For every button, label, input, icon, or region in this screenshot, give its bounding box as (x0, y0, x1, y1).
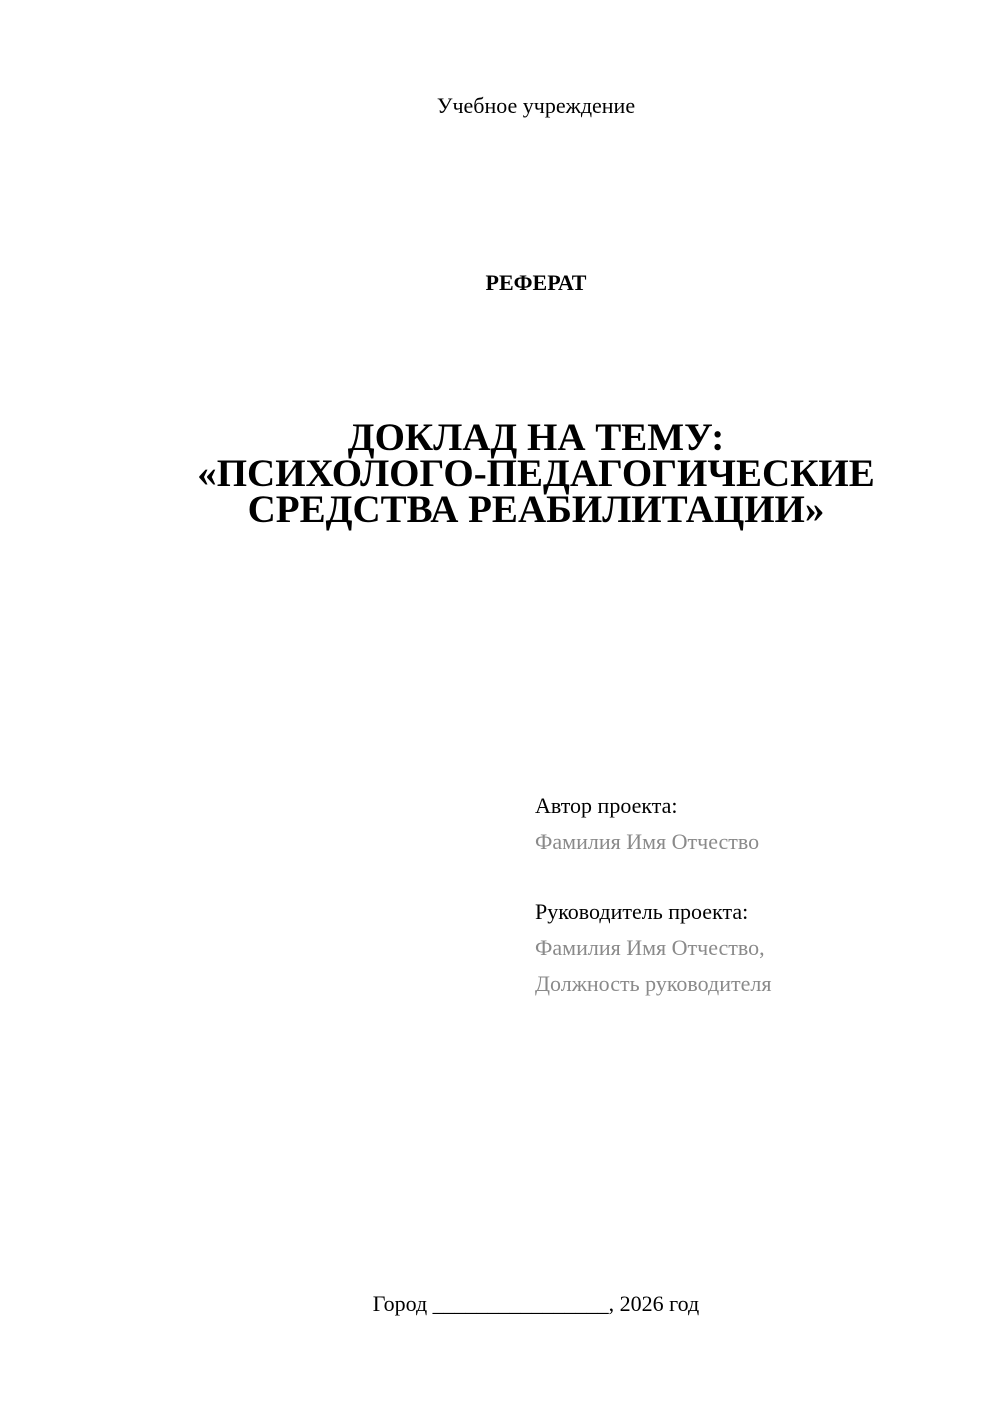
author-name: Фамилия Имя Отчество (535, 829, 760, 854)
info-spacer (535, 860, 771, 894)
topic-line-3: СРЕДСТВА РЕАБИЛИТАЦИИ» (247, 488, 825, 531)
institution-name: Учебное учреждение (436, 93, 636, 118)
project-info (535, 788, 771, 1002)
supervisor-label: Руководитель проекта: (535, 899, 749, 924)
supervisor-name: Фамилия Имя Отчество, (535, 935, 765, 960)
author-label: Автор проекта: (535, 793, 678, 818)
document-type: РЕФЕРАТ (485, 270, 587, 295)
report-topic (0, 416, 1000, 531)
topic-line-2: «ПСИХОЛОГО-ПЕДАГОГИЧЕСКИЕ (197, 452, 875, 495)
supervisor-position: Должность руководителя (535, 971, 772, 996)
topic-line-1: ДОКЛАД НА ТЕМУ: (347, 416, 725, 459)
city-year-line: Город ________________, 2026 год (372, 1291, 700, 1316)
